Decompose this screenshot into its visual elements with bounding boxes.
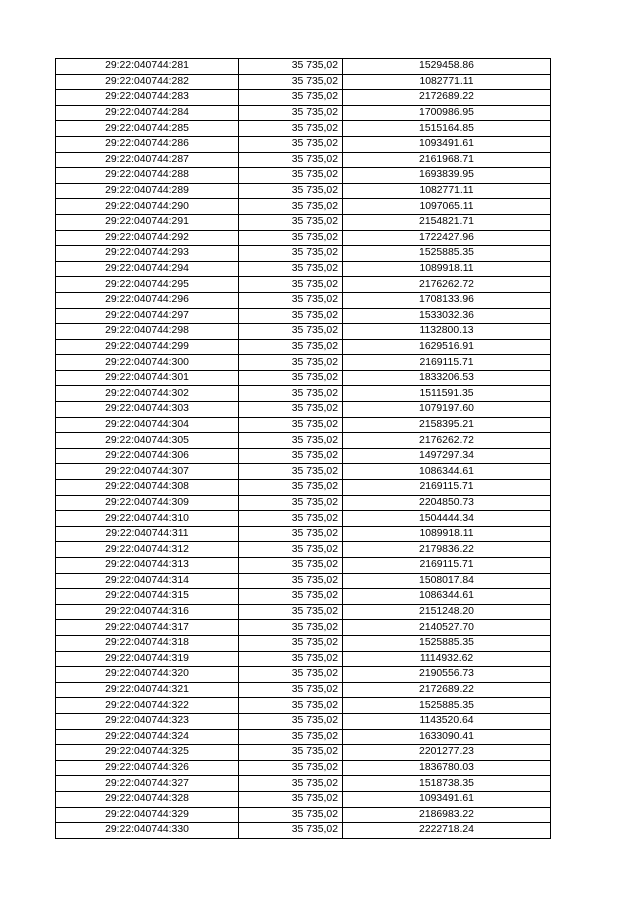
- area-cell: 35 735,02: [239, 620, 343, 636]
- cadastral-number-cell: 29:22:040744:326: [56, 760, 239, 776]
- cadastral-number-cell: 29:22:040744:318: [56, 635, 239, 651]
- table-row: [56, 558, 551, 574]
- cadastral-cost-cell: 1497297.34: [343, 448, 551, 464]
- cadastral-cost-cell: 1836780.03: [343, 760, 551, 776]
- cadastral-number-cell: 29:22:040744:317: [56, 620, 239, 636]
- cadastral-cost-cell: 2140527.70: [343, 620, 551, 636]
- cadastral-number-cell: 29:22:040744:308: [56, 480, 239, 496]
- area-cell: 35 735,02: [239, 495, 343, 511]
- area-cell: 35 735,02: [239, 355, 343, 371]
- table-row: [56, 261, 551, 277]
- table-row: [56, 74, 551, 90]
- cadastral-cost-cell: 1082771.11: [343, 74, 551, 90]
- cadastral-cost-cell: 2222718.24: [343, 823, 551, 839]
- area-cell: 35 735,02: [239, 152, 343, 168]
- table-row: [56, 651, 551, 667]
- cadastral-cost-cell: 1089918.11: [343, 261, 551, 277]
- cadastral-cost-cell: 2186983.22: [343, 807, 551, 823]
- area-cell: 35 735,02: [239, 183, 343, 199]
- area-cell: 35 735,02: [239, 448, 343, 464]
- table-row: [56, 433, 551, 449]
- cadastral-number-cell: 29:22:040744:313: [56, 558, 239, 574]
- table-row: [56, 339, 551, 355]
- area-cell: 35 735,02: [239, 604, 343, 620]
- area-cell: 35 735,02: [239, 682, 343, 698]
- table-row: [56, 667, 551, 683]
- cadastral-number-cell: 29:22:040744:327: [56, 776, 239, 792]
- area-cell: 35 735,02: [239, 308, 343, 324]
- cadastral-number-cell: 29:22:040744:316: [56, 604, 239, 620]
- area-cell: 35 735,02: [239, 121, 343, 137]
- cadastral-cost-cell: 1086344.61: [343, 589, 551, 605]
- cadastral-cost-cell: 2201277.23: [343, 745, 551, 761]
- cadastral-number-cell: 29:22:040744:319: [56, 651, 239, 667]
- cadastral-cost-cell: 2204850.73: [343, 495, 551, 511]
- area-cell: 35 735,02: [239, 526, 343, 542]
- table-row: [56, 105, 551, 121]
- table-row: [56, 90, 551, 106]
- area-cell: 35 735,02: [239, 433, 343, 449]
- area-cell: 35 735,02: [239, 402, 343, 418]
- cadastral-cost-cell: 1114932.62: [343, 651, 551, 667]
- cadastral-number-cell: 29:22:040744:301: [56, 370, 239, 386]
- table-row: [56, 729, 551, 745]
- table-row: [56, 604, 551, 620]
- area-cell: 35 735,02: [239, 823, 343, 839]
- cadastral-cost-cell: 2172689.22: [343, 90, 551, 106]
- cadastral-number-cell: 29:22:040744:283: [56, 90, 239, 106]
- cadastral-cost-cell: 1086344.61: [343, 464, 551, 480]
- cadastral-number-cell: 29:22:040744:321: [56, 682, 239, 698]
- table-row: [56, 620, 551, 636]
- area-cell: 35 735,02: [239, 168, 343, 184]
- cadastral-number-cell: 29:22:040744:293: [56, 246, 239, 262]
- table-row: [56, 542, 551, 558]
- table-row: [56, 791, 551, 807]
- cadastral-cost-cell: 1525885.35: [343, 635, 551, 651]
- area-cell: 35 735,02: [239, 261, 343, 277]
- area-cell: 35 735,02: [239, 480, 343, 496]
- cadastral-number-cell: 29:22:040744:329: [56, 807, 239, 823]
- cadastral-cost-cell: 1515164.85: [343, 121, 551, 137]
- cadastral-cost-cell: 2176262.72: [343, 433, 551, 449]
- cadastral-number-cell: 29:22:040744:320: [56, 667, 239, 683]
- cadastral-cost-cell: 2161968.71: [343, 152, 551, 168]
- cadastral-number-cell: 29:22:040744:309: [56, 495, 239, 511]
- cadastral-number-cell: 29:22:040744:291: [56, 214, 239, 230]
- table-row: [56, 59, 551, 75]
- table-row: [56, 573, 551, 589]
- cadastral-number-cell: 29:22:040744:298: [56, 324, 239, 340]
- cadastral-number-cell: 29:22:040744:297: [56, 308, 239, 324]
- cadastral-cost-cell: 1722427.96: [343, 230, 551, 246]
- table-row: [56, 214, 551, 230]
- area-cell: 35 735,02: [239, 74, 343, 90]
- cadastral-cost-cell: 1533032.36: [343, 308, 551, 324]
- area-cell: 35 735,02: [239, 214, 343, 230]
- area-cell: 35 735,02: [239, 464, 343, 480]
- area-cell: 35 735,02: [239, 277, 343, 293]
- cadastral-cost-cell: 1833206.53: [343, 370, 551, 386]
- cadastral-cost-cell: 1633090.41: [343, 729, 551, 745]
- cadastral-cost-cell: 1700986.95: [343, 105, 551, 121]
- table-row: [56, 635, 551, 651]
- area-cell: 35 735,02: [239, 246, 343, 262]
- area-cell: 35 735,02: [239, 760, 343, 776]
- cadastral-number-cell: 29:22:040744:287: [56, 152, 239, 168]
- cadastral-number-cell: 29:22:040744:330: [56, 823, 239, 839]
- cadastral-cost-cell: 2151248.20: [343, 604, 551, 620]
- cadastral-number-cell: 29:22:040744:325: [56, 745, 239, 761]
- area-cell: 35 735,02: [239, 791, 343, 807]
- cadastral-cost-cell: 1143520.64: [343, 713, 551, 729]
- area-cell: 35 735,02: [239, 713, 343, 729]
- area-cell: 35 735,02: [239, 635, 343, 651]
- table-row: [56, 370, 551, 386]
- cadastral-cost-cell: 1518738.35: [343, 776, 551, 792]
- cadastral-number-cell: 29:22:040744:323: [56, 713, 239, 729]
- table-row: [56, 495, 551, 511]
- table-row: [56, 386, 551, 402]
- cadastral-number-cell: 29:22:040744:281: [56, 59, 239, 75]
- table-row: [56, 480, 551, 496]
- cadastral-cost-cell: 1132800.13: [343, 324, 551, 340]
- table-row: [56, 183, 551, 199]
- cadastral-number-cell: 29:22:040744:302: [56, 386, 239, 402]
- table-row: [56, 199, 551, 215]
- cadastral-number-cell: 29:22:040744:299: [56, 339, 239, 355]
- cadastral-cost-cell: 1708133.96: [343, 292, 551, 308]
- table-row: [56, 308, 551, 324]
- cadastral-cost-cell: 2154821.71: [343, 214, 551, 230]
- cadastral-number-cell: 29:22:040744:294: [56, 261, 239, 277]
- cadastral-cost-cell: 1511591.35: [343, 386, 551, 402]
- cadastral-cost-cell: 1093491.61: [343, 136, 551, 152]
- area-cell: 35 735,02: [239, 199, 343, 215]
- table-row: [56, 511, 551, 527]
- table-row: [56, 136, 551, 152]
- table-body: [56, 59, 551, 839]
- table-row: [56, 121, 551, 137]
- area-cell: 35 735,02: [239, 807, 343, 823]
- table-row: [56, 823, 551, 839]
- table-row: [56, 402, 551, 418]
- cadastral-number-cell: 29:22:040744:282: [56, 74, 239, 90]
- table-row: [56, 464, 551, 480]
- cadastral-cost-cell: 1629516.91: [343, 339, 551, 355]
- cadastral-cost-cell: 1089918.11: [343, 526, 551, 542]
- table-row: [56, 324, 551, 340]
- area-cell: 35 735,02: [239, 573, 343, 589]
- area-cell: 35 735,02: [239, 698, 343, 714]
- cadastral-number-cell: 29:22:040744:307: [56, 464, 239, 480]
- cadastral-cost-cell: 1079197.60: [343, 402, 551, 418]
- table-row: [56, 713, 551, 729]
- area-cell: 35 735,02: [239, 542, 343, 558]
- cadastral-cost-cell: 2172689.22: [343, 682, 551, 698]
- cadastral-number-cell: 29:22:040744:322: [56, 698, 239, 714]
- cadastral-cost-cell: 1525885.35: [343, 246, 551, 262]
- table-row: [56, 152, 551, 168]
- area-cell: 35 735,02: [239, 745, 343, 761]
- table-row: [56, 589, 551, 605]
- table-row: [56, 355, 551, 371]
- area-cell: 35 735,02: [239, 558, 343, 574]
- table-row: [56, 760, 551, 776]
- table-row: [56, 417, 551, 433]
- area-cell: 35 735,02: [239, 339, 343, 355]
- cadastral-number-cell: 29:22:040744:312: [56, 542, 239, 558]
- cadastral-number-cell: 29:22:040744:290: [56, 199, 239, 215]
- cadastral-number-cell: 29:22:040744:310: [56, 511, 239, 527]
- cadastral-cost-cell: 1508017.84: [343, 573, 551, 589]
- cadastral-cost-cell: 1097065.11: [343, 199, 551, 215]
- cadastral-cost-cell: 1082771.11: [343, 183, 551, 199]
- area-cell: 35 735,02: [239, 324, 343, 340]
- cadastral-number-cell: 29:22:040744:311: [56, 526, 239, 542]
- table-row: [56, 292, 551, 308]
- area-cell: 35 735,02: [239, 230, 343, 246]
- cadastral-number-cell: 29:22:040744:303: [56, 402, 239, 418]
- area-cell: 35 735,02: [239, 589, 343, 605]
- cadastral-number-cell: 29:22:040744:296: [56, 292, 239, 308]
- table-row: [56, 745, 551, 761]
- table-row: [56, 230, 551, 246]
- cadastral-number-cell: 29:22:040744:305: [56, 433, 239, 449]
- cadastral-number-cell: 29:22:040744:288: [56, 168, 239, 184]
- area-cell: 35 735,02: [239, 511, 343, 527]
- cadastral-number-cell: 29:22:040744:304: [56, 417, 239, 433]
- cadastral-cost-cell: 2169115.71: [343, 558, 551, 574]
- cadastral-number-cell: 29:22:040744:292: [56, 230, 239, 246]
- table-row: [56, 448, 551, 464]
- cadastral-number-cell: 29:22:040744:295: [56, 277, 239, 293]
- cadastral-cost-cell: 1693839.95: [343, 168, 551, 184]
- table-row: [56, 776, 551, 792]
- area-cell: 35 735,02: [239, 776, 343, 792]
- table-row: [56, 682, 551, 698]
- cadastral-cost-cell: 2169115.71: [343, 480, 551, 496]
- area-cell: 35 735,02: [239, 136, 343, 152]
- area-cell: 35 735,02: [239, 729, 343, 745]
- area-cell: 35 735,02: [239, 667, 343, 683]
- cadastral-cost-cell: 1504444.34: [343, 511, 551, 527]
- cadastral-number-cell: 29:22:040744:315: [56, 589, 239, 605]
- cadastral-table: [55, 58, 551, 839]
- area-cell: 35 735,02: [239, 59, 343, 75]
- cadastral-cost-cell: 1525885.35: [343, 698, 551, 714]
- area-cell: 35 735,02: [239, 417, 343, 433]
- area-cell: 35 735,02: [239, 651, 343, 667]
- cadastral-cost-cell: 2190556.73: [343, 667, 551, 683]
- table-row: [56, 168, 551, 184]
- area-cell: 35 735,02: [239, 386, 343, 402]
- cadastral-number-cell: 29:22:040744:324: [56, 729, 239, 745]
- cadastral-cost-cell: 2179836.22: [343, 542, 551, 558]
- table-row: [56, 277, 551, 293]
- area-cell: 35 735,02: [239, 90, 343, 106]
- cadastral-cost-cell: 2169115.71: [343, 355, 551, 371]
- cadastral-cost-cell: 1529458.86: [343, 59, 551, 75]
- cadastral-number-cell: 29:22:040744:286: [56, 136, 239, 152]
- cadastral-number-cell: 29:22:040744:284: [56, 105, 239, 121]
- cadastral-cost-cell: 2176262.72: [343, 277, 551, 293]
- table-row: [56, 526, 551, 542]
- cadastral-number-cell: 29:22:040744:328: [56, 791, 239, 807]
- cadastral-cost-cell: 2158395.21: [343, 417, 551, 433]
- area-cell: 35 735,02: [239, 370, 343, 386]
- area-cell: 35 735,02: [239, 292, 343, 308]
- cadastral-number-cell: 29:22:040744:289: [56, 183, 239, 199]
- table-row: [56, 246, 551, 262]
- cadastral-cost-cell: 1093491.61: [343, 791, 551, 807]
- cadastral-number-cell: 29:22:040744:306: [56, 448, 239, 464]
- cadastral-number-cell: 29:22:040744:300: [56, 355, 239, 371]
- table-row: [56, 698, 551, 714]
- area-cell: 35 735,02: [239, 105, 343, 121]
- cadastral-number-cell: 29:22:040744:314: [56, 573, 239, 589]
- cadastral-number-cell: 29:22:040744:285: [56, 121, 239, 137]
- table-row: [56, 807, 551, 823]
